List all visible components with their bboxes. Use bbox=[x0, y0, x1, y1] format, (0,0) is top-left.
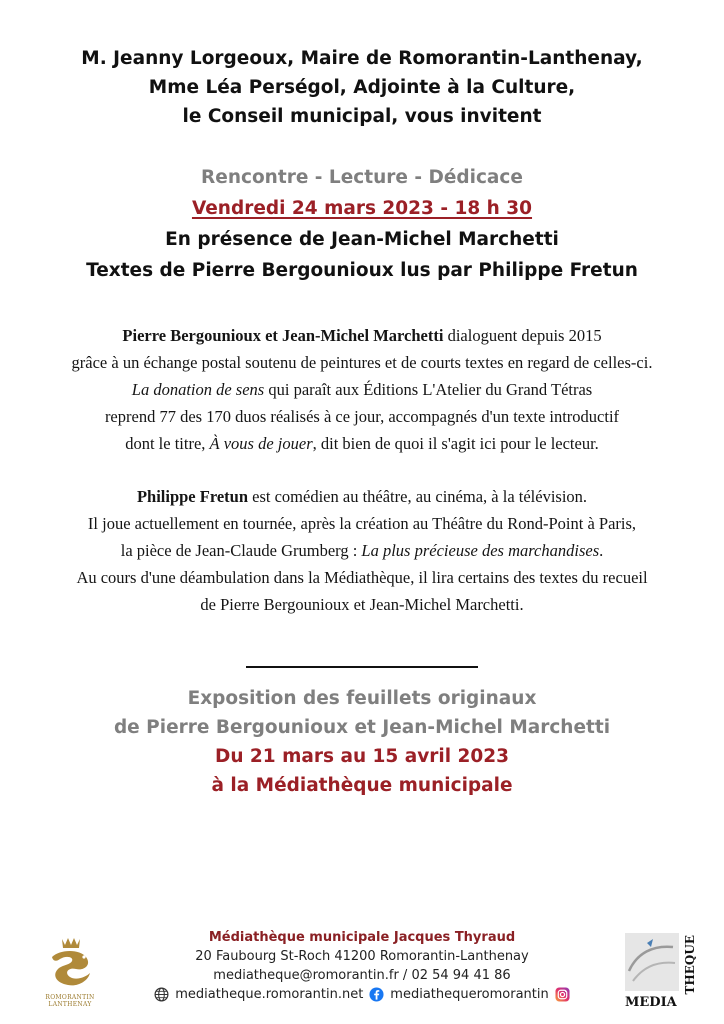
logo-right-word2: THEQUE bbox=[683, 935, 697, 995]
expo-place: à la Médiathèque municipale bbox=[211, 775, 513, 796]
footer-name: Médiathèque municipale Jacques Thyraud bbox=[208, 930, 516, 945]
intro-line-2: Mme Léa Perségol, Adjointe à la Culture, bbox=[148, 77, 576, 98]
event-date: Vendredi 24 mars 2023 - 18 h 30 bbox=[191, 198, 533, 219]
mediatheque-emblem-icon bbox=[623, 931, 681, 993]
para2-line3-b: . bbox=[599, 541, 604, 560]
actor-bold: Philippe Fretun bbox=[136, 487, 249, 506]
logo-right-word1: MEDIA bbox=[625, 995, 677, 1010]
exhibition-block bbox=[0, 684, 724, 800]
footer bbox=[140, 928, 584, 1004]
event-block bbox=[0, 162, 724, 286]
para1-line3-text: qui paraît aux Éditions L'Atelier du Grand Tétras bbox=[264, 380, 593, 399]
authors-bold: Pierre Bergounioux et Jean-Michel Marchetti bbox=[122, 326, 444, 345]
event-readers: Textes de Pierre Bergounioux lus par Philippe Fretun bbox=[86, 260, 638, 281]
para2-line5: de Pierre Bergounioux et Jean-Michel Marchetti. bbox=[200, 595, 524, 614]
facebook-icon[interactable] bbox=[369, 987, 384, 1002]
globe-icon bbox=[154, 987, 169, 1002]
para2-line1-text: est comédien au théâtre, au cinéma, à la télévision. bbox=[248, 487, 588, 506]
description-paragraph-1 bbox=[0, 322, 724, 457]
event-kind: Rencontre - Lecture - Dédicace bbox=[201, 167, 523, 188]
website-link[interactable]: mediatheque.romorantin.net bbox=[175, 987, 364, 1002]
book-title: La donation de sens bbox=[131, 380, 265, 399]
instagram-icon[interactable] bbox=[555, 987, 570, 1002]
para1-line2: grâce à un échange postal soutenu de peintures et de courts textes en regard de celles-ci. bbox=[71, 353, 653, 372]
facebook-link[interactable]: mediathequeromorantin bbox=[390, 987, 549, 1002]
expo-dates: Du 21 mars au 15 avril 2023 bbox=[214, 746, 510, 767]
event-presence: En présence de Jean-Michel Marchetti bbox=[165, 229, 559, 250]
para1-line5-a: dont le titre, bbox=[125, 434, 210, 453]
intro-text-title: À vous de jouer bbox=[209, 434, 313, 453]
description-paragraph-2 bbox=[0, 483, 724, 618]
invitation-header bbox=[0, 44, 724, 131]
footer-links bbox=[140, 985, 584, 1004]
salamander-crown-icon bbox=[40, 935, 100, 989]
para1-line4: reprend 77 des 170 duos réalisés à ce jour, accompagnés d'un texte introductif bbox=[104, 407, 620, 426]
para2-line4: Au cours d'une déambulation dans la Médiathèque, il lira certains des textes du recueil bbox=[76, 568, 648, 587]
footer-address: 20 Faubourg St-Roch 41200 Romorantin-Lanthenay bbox=[195, 949, 529, 964]
para1-line5-b: , dit bien de quoi il s'agit ici pour le lecteur. bbox=[312, 434, 599, 453]
para1-line1-text: dialoguent depuis 2015 bbox=[443, 326, 602, 345]
play-title: La plus précieuse des marchandises bbox=[361, 541, 600, 560]
para2-line3-a: la pièce de Jean-Claude Grumberg : bbox=[120, 541, 362, 560]
para2-line2: Il joue actuellement en tournée, après la création au Théâtre du Rond-Point à Paris, bbox=[87, 514, 637, 533]
footer-contact[interactable]: mediatheque@romorantin.fr / 02 54 94 41 86 bbox=[213, 968, 511, 983]
logo-left-line2: LANTHENAY bbox=[48, 1001, 92, 1008]
logo-left-line1: ROMORANTIN bbox=[45, 994, 95, 1001]
section-divider bbox=[246, 666, 478, 668]
mediatheque-logo bbox=[623, 931, 699, 1013]
intro-line-1: M. Jeanny Lorgeoux, Maire de Romorantin-Lanthenay, bbox=[81, 48, 643, 69]
expo-line-2: de Pierre Bergounioux et Jean-Michel Marchetti bbox=[113, 717, 611, 738]
romorantin-logo bbox=[40, 935, 100, 1009]
intro-line-3: le Conseil municipal, vous invitent bbox=[182, 106, 542, 127]
expo-line-1: Exposition des feuillets originaux bbox=[187, 688, 537, 709]
